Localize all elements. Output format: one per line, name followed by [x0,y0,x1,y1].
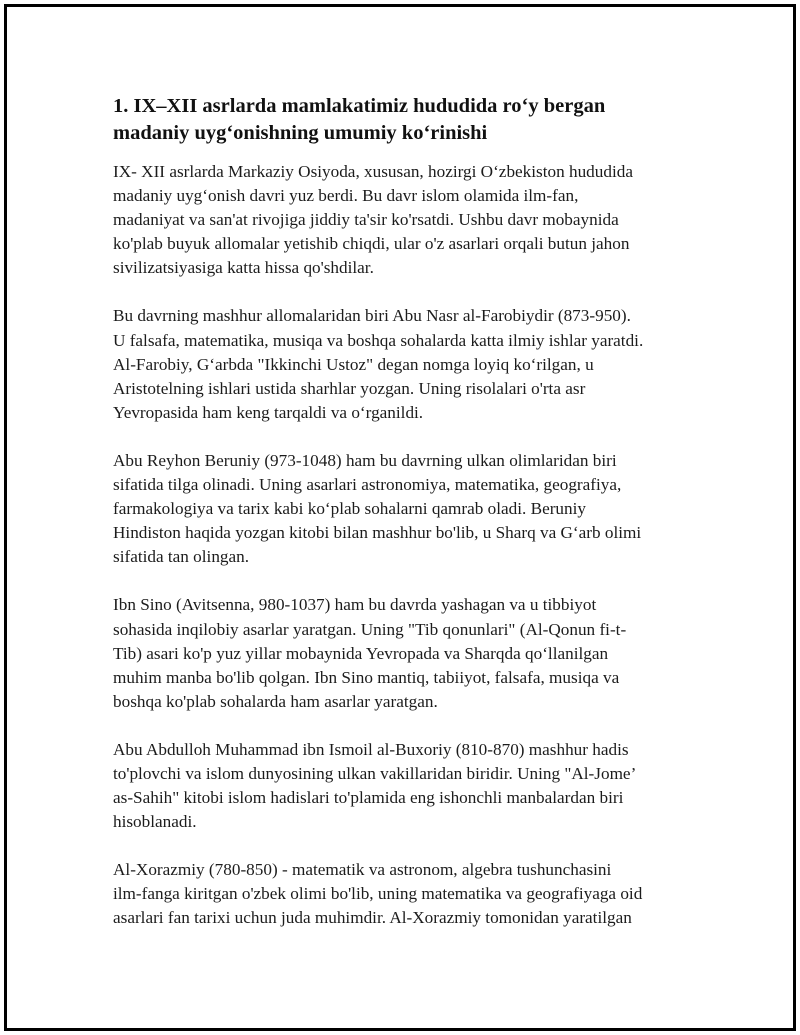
text-line: sifatida tan olingan. [113,547,250,567]
paragraph-xorazmiy [113,858,688,930]
text-line: Ibn Sino (Avitsenna, 980-1037) ham bu davrda yashagan va u tibbiyot [113,595,597,615]
text-line: sivilizatsiyasiga katta hissa qo'shdilar. [113,258,374,278]
text-line: sifatida tilga olinadi. Uning asarlari astronomiya, matematika, geografiya, [113,475,622,495]
section-heading [113,93,688,147]
text-line: Bu davrning mashhur allomalaridan biri Abu Nasr al-Farobiydir (873-950). [113,306,631,326]
text-line: Hindiston haqida yozgan kitobi bilan mashhur bo'lib, u Sharq va G‘arb olimi [113,523,642,543]
text-line: hisoblanadi. [113,812,197,832]
text-line: madaniy uyg‘onish davri yuz berdi. Bu davr islom olamida ilm-fan, [113,186,579,206]
paragraph-buxoriy [113,738,688,834]
text-line: Abu Abdulloh Muhammad ibn Ismoil al-Buxoriy (810-870) mashhur hadis [113,739,629,759]
text-line: farmakologiya va tarix kabi ko‘plab sohalarni qamrab oladi. Beruniy [113,499,586,519]
text-line: U falsafa, matematika, musiqa va boshqa sohalarda katta ilmiy ishlar yaratdi. [113,330,644,350]
text-line: asarlari fan tarixi uchun juda muhimdir. Al-Xorazmiy tomonidan yaratilgan [113,908,632,928]
text-line: to'plovchi va islom dunyosining ulkan vakillaridan biridir. Uning "Al-Jome’ [113,763,637,783]
text-line: madaniyat va san'at rivojiga jiddiy ta'sir ko'rsatdi. Ushbu davr mobaynida [113,210,619,230]
text-line: as-Sahih" kitobi islom hadislari to'plamida eng ishonchli manbalardan biri [113,788,624,808]
text-line: Tib) asari ko'p yuz yillar mobaynida Yevropada va Sharqda qo‘llanilgan [113,643,609,663]
heading-line: 1. IX–XII asrlarda mamlakatimiz hududida ro‘y bergan [113,95,606,117]
text-line: Abu Reyhon Beruniy (973-1048) ham bu davrning ulkan olimlaridan biri [113,450,617,470]
text-line: boshqa ko'plab sohalarda ham asarlar yaratgan. [113,691,438,711]
text-line: ko'plab buyuk allomalar yetishib chiqdi, ular o'z asarlari orqali butun jahon [113,234,630,254]
text-line: Yevropasida ham keng tarqaldi va o‘rganildi. [113,402,424,422]
paragraph-intro [113,160,688,280]
text-line: Al-Farobiy, G‘arbda "Ikkinchi Ustoz" degan nomga loyiq ko‘rilgan, u [113,354,594,374]
text-line: Aristotelning ishlari ustida sharhlar yozgan. Uning risolalari o'rta asr [113,378,586,398]
text-line: IX- XII asrlarda Markaziy Osiyoda, xususan, hozirgi O‘zbekiston hududida [113,162,633,181]
paragraph-farobiy [113,304,688,424]
document-body [113,93,688,955]
heading-line: madaniy uyg‘onishning umumiy ko‘rinishi [113,122,488,144]
text-line: Al-Xorazmiy (780-850) - matematik va astronom, algebra tushunchasini [113,860,612,880]
text-line: sohasida inqilobiy asarlar yaratgan. Uning "Tib qonunlari" (Al-Qonun fi-t- [113,619,627,639]
paragraph-beruniy [113,449,688,569]
text-line: ilm-fanga kiritgan o'zbek olimi bo'lib, uning matematika va geografiyaga oid [113,884,643,904]
paragraph-ibn-sino [113,593,688,713]
text-line: muhim manba bo'lib qolgan. Ibn Sino mantiq, tabiiyot, falsafa, musiqa va [113,667,620,687]
